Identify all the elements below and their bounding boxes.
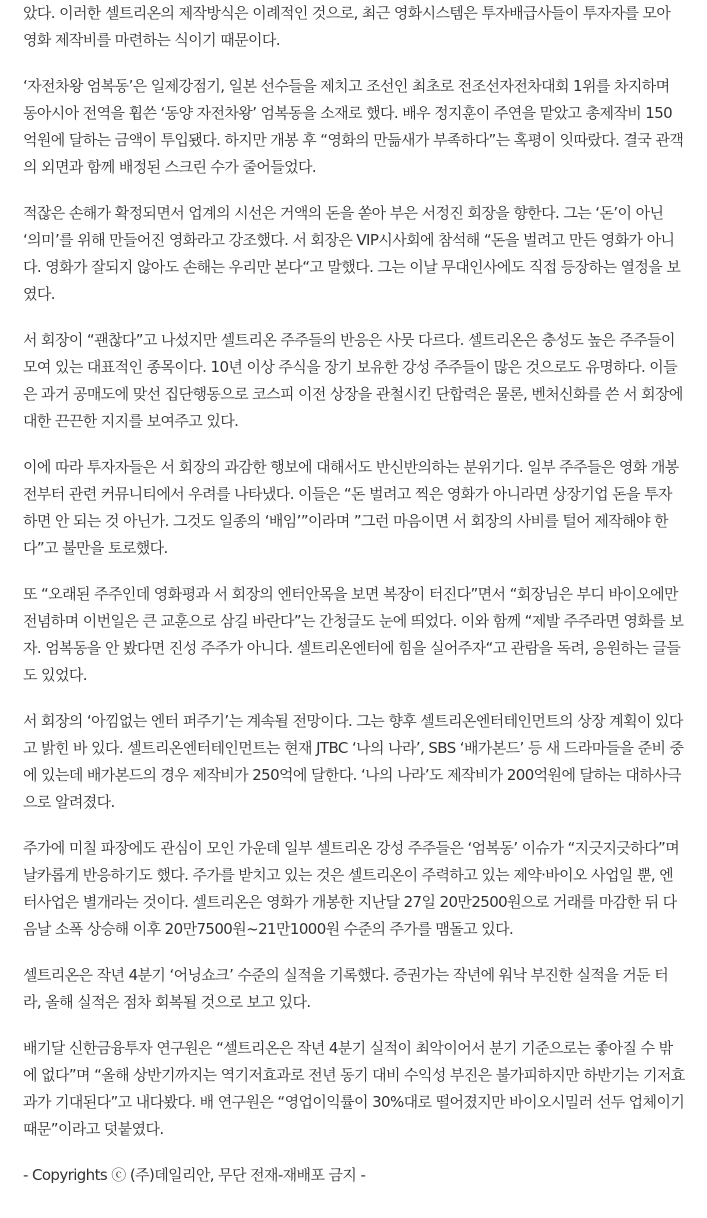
article-paragraph: 배기달 신한금융투자 연구원은 “셀트리온은 작년 4분기 실적이 최악이어서 분기 기준으로는 좋아질 수 밖에 없다”며 “올해 상반기까지는 역기저효과로 전년 동기 대비 수익성 부진은 불가피하지만 하반기는 기저효과가 기대된다”고 내다봤다. 배 연구원은 “영업이익률이 30%대로 떨어졌지만 바이오시밀러 선두 업체이기 때문”이라고 덧붙였다. [23,1039,685,1138]
article-paragraph: 셀트리온은 작년 4분기 ‘어닝쇼크’ 수준의 실적을 기록했다. 증권가는 작년에 워낙 부진한 실적을 거둔 터라, 올해 실적은 점차 회복될 것으로 보고 있다. [23,966,669,1011]
copyright-notice: - Copyrights ⓒ (주)데일리안, 무단 전재-재배포 금지 - [23,1166,366,1184]
article-paragraph: 서 회장의 ‘아낌없는 엔터 퍼주기’는 계속될 전망이다. 그는 향후 셀트리온엔터테인먼트의 상장 계획이 있다고 밝힌 바 있다. 셀트리온엔터테인먼트는 현재 JTBC ‘나의 나라’, SBS ‘배가본드’ 등 새 드라마들을 준비 중에 있는데 배가본드의 경우 제작비가 250억에 달한다. ‘나의 나라’도 제작비가 200억원에 달하는 대하사극으로 알려졌다. [23,712,684,811]
article-paragraph: 서 회장이 “괜찮다”고 나섰지만 셀트리온 주주들의 반응은 사뭇 다르다. 셀트리온은 충성도 높은 주주들이 모여 있는 대표적인 종목이다. 10년 이상 주식을 장기 보유한 강성 주주들이 많은 것으로도 유명하다. 이들은 과거 공매도에 맞선 집단행동으로 코스피 이전 상장을 관철시킨 단합력은 물론, 벤처신화를 쓴 서 회장에 대한 끈끈한 지지를 보여주고 있다. [23,331,683,430]
article-paragraph: 았다. 이러한 셀트리온의 제작방식은 이례적인 것으로, 최근 영화시스템은 투자배급사들이 투자자를 모아 영화 제작비를 마련하는 식이기 때문이다. [23,4,671,49]
article-paragraph: ‘자전차왕 엄복동’은 일제강점기, 일본 선수들을 제치고 조선인 최초로 전조선자전차대회 1위를 차지하며 동아시아 전역을 휩쓴 ‘동양 자전차왕’ 엄복동을 소재로 했다. 배우 정지훈이 주연을 맡았고 총제작비 150억원에 달하는 금액이 투입됐다. 하지만 개봉 후 “영화의 만듦새가 부족하다”는 혹평이 잇따랐다. 결국 관객의 외면과 함께 배정된 스크린 수가 줄어들었다. [23,77,684,176]
article-paragraph: 또 “오래된 주주인데 영화평과 서 회장의 엔터안목을 보면 복장이 터진다”면서 “회장님은 부디 바이오에만 전념하며 이번일은 큰 교훈으로 삼길 바란다”는 간청글도 눈에 띄었다. 이와 함께 “제발 주주라면 영화를 보자. 엄복동을 안 봤다면 진성 주주가 아니다. 셀트리온엔터에 힘을 실어주자“고 관람을 독려, 응원하는 글들도 있었다. [23,585,684,684]
article-paragraph: 이에 따라 투자자들은 서 회장의 과감한 행보에 대해서도 반신반의하는 분위기다. 일부 주주들은 영화 개봉 전부터 관련 커뮤니티에서 우려를 나타냈다. 이들은 “돈 벌려고 찍은 영화가 아니라면 상장기업 돈을 투자하면 안 되는 것 아닌가. 그것도 일종의 ‘배임’”이라며 ”그런 마음이면 서 회장의 사비를 털어 제작해야 한다”고 불만을 토로했다. [23,458,679,557]
article-paragraph: 주가에 미칠 파장에도 관심이 모인 가운데 일부 셀트리온 강성 주주들은 ‘엄복동’ 이슈가 “지긋지긋하다”며 날카롭게 반응하기도 했다. 주가를 받치고 있는 것은 셀트리온이 주력하고 있는 제약·바이오 사업일 뿐, 엔터사업은 별개라는 것이다. 셀트리온은 영화가 개봉한 지난달 27일 20만2500원으로 거래를 마감한 뒤 다음날 소폭 상승해 이후 20만7500원~21만1000원 수준의 주가를 맴돌고 있다. [23,839,680,938]
article-body [23,0,685,1189]
article-paragraph: 적잖은 손해가 확정되면서 업계의 시선은 거액의 돈을 쏟아 부은 서정진 회장을 향한다. 그는 ‘돈’이 아닌 ‘의미’를 위해 만들어진 영화라고 강조했다. 서 회장은 VIP시사회에 참석해 “돈을 벌려고 만든 영화가 아니다. 영화가 잘되지 않아도 손해는 우리만 본다“고 말했다. 그는 이날 무대인사에도 직접 등장하는 열정을 보였다. [23,204,681,303]
